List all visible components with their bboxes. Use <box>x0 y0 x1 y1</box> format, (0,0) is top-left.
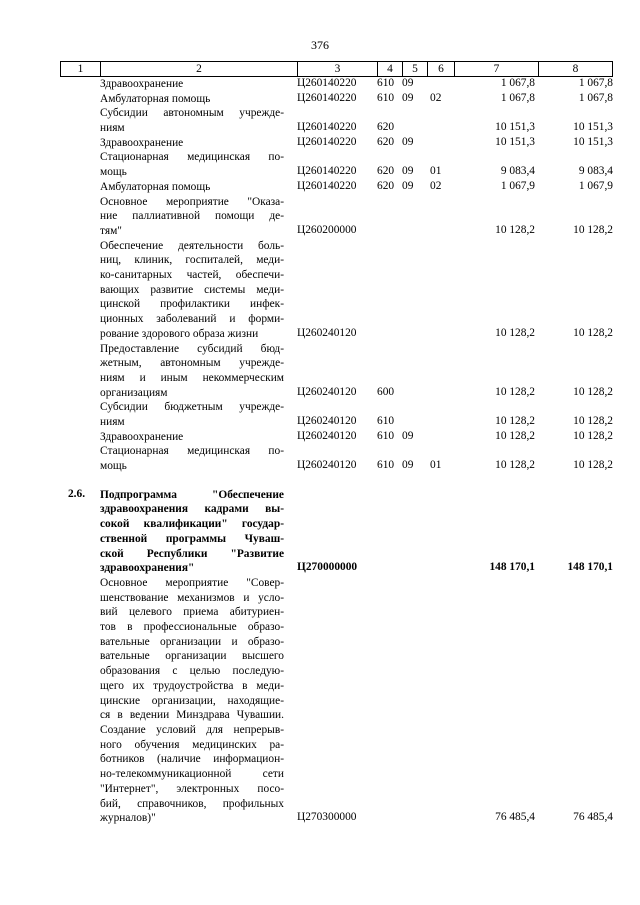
column-header-4: 4 <box>377 62 402 76</box>
section-code: 09 <box>402 135 414 148</box>
row-name-line: тов в профессиональные образо- <box>100 621 284 634</box>
table-row <box>60 488 613 576</box>
row-name-line: Субсидии бюджетным учрежде- <box>100 401 284 414</box>
row-name-line: Стационарная медицинская по- <box>100 445 284 458</box>
row-name <box>100 400 284 429</box>
table-row <box>60 180 613 195</box>
table-row <box>60 400 613 429</box>
amount-column-8: 1 067,9 <box>578 179 613 192</box>
table-row <box>60 576 613 826</box>
section-code: 09 <box>402 179 414 192</box>
row-number: 2.6. <box>67 487 86 500</box>
table-body <box>60 77 613 826</box>
table-row <box>60 430 613 445</box>
row-name <box>100 444 284 473</box>
row-name-line: ся в ведении Минздрава Чувашии. <box>100 709 284 722</box>
row-name-line: шенствование механизмов и усло- <box>100 591 284 604</box>
row-name <box>100 92 284 107</box>
row-name-line: ской Республики "Развитие <box>100 547 284 560</box>
row-name-line: тям" <box>100 224 122 237</box>
row-name <box>100 342 284 401</box>
row-name-line: Здравоохранение <box>100 136 184 149</box>
row-name-line: Субсидии автономным учрежде- <box>100 107 284 120</box>
row-name-line: Амбулаторная помощь <box>100 92 211 105</box>
amount-column-8: 1 067,8 <box>578 77 613 89</box>
target-code: Ц260240120 <box>297 415 357 427</box>
section-code: 09 <box>402 91 414 104</box>
row-name-line: но-телекоммуникационной сети <box>100 768 284 781</box>
amount-column-8: 10 128,2 <box>573 326 613 339</box>
row-name-line: Здравоохранение <box>100 430 184 443</box>
amount-column-8: 10 128,2 <box>573 429 613 442</box>
table-row <box>60 444 613 473</box>
row-name-line: "Интернет", электронных посо- <box>100 782 284 795</box>
expense-group: 610 <box>377 91 395 104</box>
row-name <box>100 488 284 576</box>
expense-group: 600 <box>377 385 395 398</box>
row-name-line: Основное мероприятие "Совер- <box>100 576 284 589</box>
expense-group: 620 <box>377 165 395 178</box>
row-name-line: ботников (наличие информацион- <box>100 753 284 766</box>
target-code: Ц260140220 <box>297 165 357 178</box>
target-code: Ц260240120 <box>297 385 357 398</box>
row-name-line: бий, справочников, профильных <box>100 797 284 810</box>
row-name-line: ственной программы Чуваш- <box>100 532 284 545</box>
section-code: 09 <box>402 459 414 472</box>
row-name-line: вий целевого приема абитуриен- <box>100 606 284 619</box>
row-name-line: вающих развитие системы меди- <box>100 283 284 296</box>
amount-column-7: 10 151,3 <box>495 121 535 134</box>
row-name-line: Стационарная медицинская по- <box>100 151 284 164</box>
subsection-code: 02 <box>430 179 442 192</box>
expense-group: 610 <box>377 429 395 442</box>
row-name-line: рование здорового образа жизни <box>100 327 259 340</box>
expense-group: 620 <box>377 135 395 148</box>
expense-group: 620 <box>377 179 395 192</box>
row-name <box>100 150 284 179</box>
target-code: Ц260140220 <box>297 77 357 89</box>
target-code: Ц260240120 <box>297 326 357 339</box>
expense-group: 610 <box>377 415 395 427</box>
row-name-line: ниям <box>100 122 125 135</box>
row-name-line: образования с целью последую- <box>100 665 284 678</box>
table-row <box>60 239 613 342</box>
column-header-1: 1 <box>60 62 100 76</box>
row-name-line: Здравоохранение <box>100 78 184 90</box>
row-name-line: ние паллиативной помощи де- <box>100 210 284 223</box>
row-name-line: Обеспечение деятельности боль- <box>100 239 284 252</box>
row-name-line: щего их трудоустройства в меди- <box>100 679 284 692</box>
amount-column-7: 9 083,4 <box>500 165 535 178</box>
row-name-line: Основное мероприятие "Оказа- <box>100 195 284 208</box>
row-name-line: организациям <box>100 386 168 399</box>
amount-column-8: 10 128,2 <box>573 459 613 472</box>
budget-table <box>60 61 613 826</box>
amount-column-7: 10 128,2 <box>495 459 535 472</box>
target-code: Ц260240120 <box>297 459 357 472</box>
amount-column-7: 10 128,2 <box>495 385 535 398</box>
amount-column-8: 1 067,8 <box>578 91 613 104</box>
table-row <box>60 106 613 135</box>
column-header-6: 6 <box>427 62 454 76</box>
target-code: Ц270300000 <box>297 811 357 824</box>
expense-group: 620 <box>377 121 395 134</box>
section-code: 09 <box>402 429 414 442</box>
expense-group: 610 <box>377 459 395 472</box>
column-header-2: 2 <box>100 62 297 76</box>
row-name-line: ниям и иным некоммерческим <box>100 371 284 384</box>
table-row <box>60 342 613 401</box>
row-name-line: журналов)" <box>100 812 156 825</box>
target-code: Ц260200000 <box>297 223 357 236</box>
row-name <box>100 106 284 135</box>
section-code: 09 <box>402 77 414 89</box>
row-name-line: вательные организации высшего <box>100 650 284 663</box>
table-row <box>60 136 613 151</box>
row-name <box>100 136 284 151</box>
amount-column-8: 9 083,4 <box>578 165 613 178</box>
row-name-line: цинской профилактики инфек- <box>100 298 284 311</box>
target-code: Ц260240120 <box>297 429 357 442</box>
row-name <box>100 180 284 195</box>
row-name-line: Создание условий для непрерыв- <box>100 724 284 736</box>
row-name <box>100 77 284 92</box>
row-name <box>100 430 284 445</box>
table-row <box>60 92 613 107</box>
row-name-line: здравоохранения" <box>100 562 195 575</box>
amount-column-8: 148 170,1 <box>567 561 613 574</box>
row-name-line: ниц, клиник, госпиталей, меди- <box>100 254 284 267</box>
subsection-code: 01 <box>430 459 442 472</box>
column-header-8: 8 <box>538 62 613 76</box>
amount-column-7: 1 067,9 <box>500 179 535 192</box>
target-code: Ц260140220 <box>297 135 357 148</box>
row-name <box>100 239 284 342</box>
row-name-line: мощь <box>100 166 127 179</box>
target-code: Ц260140220 <box>297 91 357 104</box>
row-name-line: ного обучения медицинских ра- <box>100 738 284 751</box>
table-row <box>60 150 613 179</box>
row-name-line: цинские организации, находящие- <box>100 694 284 707</box>
row-name-line: ко-санитарных частей, обеспечи- <box>100 269 284 282</box>
amount-column-7: 10 128,2 <box>495 429 535 442</box>
row-name <box>100 576 284 826</box>
page-number: 376 <box>311 38 329 52</box>
table-header-row <box>60 61 613 77</box>
amount-column-7: 10 128,2 <box>495 223 535 236</box>
row-name-line: Подпрограмма "Обеспечение <box>100 488 284 501</box>
table-row <box>60 77 613 92</box>
row-name-line: ционных заболеваний и форми- <box>100 313 284 326</box>
row-name-line: вательные организации и образо- <box>100 635 284 648</box>
amount-column-8: 10 128,2 <box>573 223 613 236</box>
row-name <box>100 195 284 239</box>
row-name-line: Предоставление субсидий бюд- <box>100 342 284 355</box>
row-name-line: здравоохранения кадрами вы- <box>100 503 284 516</box>
expense-group: 610 <box>377 77 395 89</box>
subsection-code: 02 <box>430 91 442 104</box>
target-code: Ц270000000 <box>297 561 358 574</box>
subsection-code: 01 <box>430 165 442 178</box>
column-header-5: 5 <box>402 62 427 76</box>
amount-column-8: 10 128,2 <box>573 385 613 398</box>
target-code: Ц260140220 <box>297 179 357 192</box>
section-code: 09 <box>402 165 414 178</box>
table-row <box>60 195 613 239</box>
row-name-line: мощь <box>100 460 127 473</box>
amount-column-7: 10 128,2 <box>495 415 535 427</box>
row-name-line: Амбулаторная помощь <box>100 180 211 193</box>
column-header-7: 7 <box>454 62 538 76</box>
amount-column-7: 10 151,3 <box>495 135 535 148</box>
amount-column-8: 10 128,2 <box>573 415 613 427</box>
amount-column-7: 1 067,8 <box>500 77 535 89</box>
amount-column-7: 10 128,2 <box>495 326 535 339</box>
amount-column-7: 1 067,8 <box>500 91 535 104</box>
amount-column-8: 10 151,3 <box>573 135 613 148</box>
target-code: Ц260140220 <box>297 121 357 134</box>
row-name-line: ниям <box>100 416 125 429</box>
row-name-line: жетным, автономным учрежде- <box>100 357 284 370</box>
amount-column-7: 148 170,1 <box>489 561 535 574</box>
amount-column-8: 10 151,3 <box>573 121 613 134</box>
amount-column-8: 76 485,4 <box>573 811 613 824</box>
column-header-3: 3 <box>297 62 377 76</box>
row-name-line: сокой квалификации" государ- <box>100 518 284 531</box>
amount-column-7: 76 485,4 <box>495 811 535 824</box>
